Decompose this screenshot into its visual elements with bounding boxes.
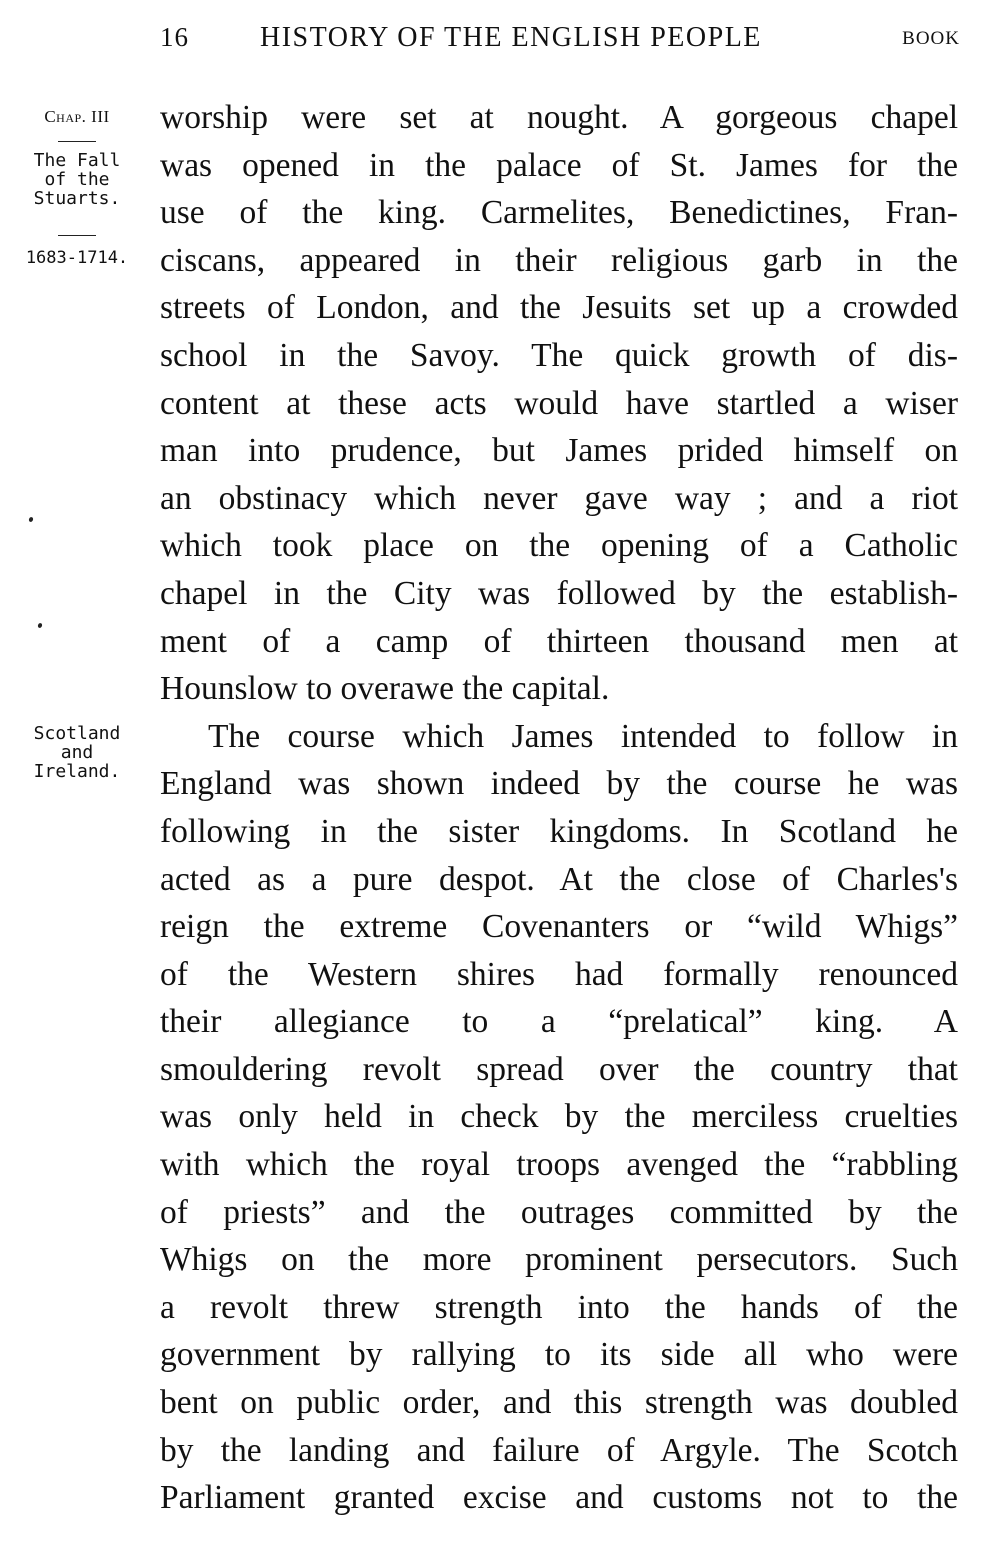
book-label: BOOK: [902, 28, 960, 49]
margin-divider: [58, 235, 96, 236]
topic-note-line: Ireland.: [33, 760, 121, 782]
text-line: which took place on the opening of a Catholic: [160, 527, 958, 565]
page-header: [160, 22, 960, 62]
text-line: content at these acts would have startled a wiser: [160, 384, 958, 422]
text-line: an obstinacy which never gave way ; and a riot: [160, 479, 958, 517]
text-line: chapel in the City was followed by the establish-: [160, 574, 958, 612]
running-title: HISTORY OF THE ENGLISH PEOPLE: [260, 22, 762, 53]
chapter-note: Chap. III: [44, 107, 110, 126]
text-line: use of the king. Carmelites, Benedictines, Fran-: [160, 194, 958, 232]
topic-note-line: Scotland: [33, 723, 121, 744]
text-line: man into prudence, but James prided himself on: [160, 432, 958, 470]
section-note-line: of the: [44, 168, 110, 190]
margin-divider: [58, 141, 96, 142]
section-note-line: Stuarts.: [33, 187, 121, 209]
text-line: ciscans, appeared in their religious garb in the: [160, 241, 958, 279]
text-line: of priests” and the outrages committed by the: [160, 1193, 958, 1231]
section-note-line: The Fall: [33, 150, 121, 171]
text-line: worship were set at nought. A gorgeous chapel: [160, 99, 958, 136]
text-line: smouldering revolt spread over the country that: [160, 1050, 958, 1088]
text-line: bent on public order, and this strength was doubled: [160, 1384, 958, 1422]
body-text: [160, 94, 958, 1522]
paragraph-2: [160, 713, 958, 1522]
page-number: 16: [160, 22, 189, 52]
text-line: was opened in the palace of St. James for the: [160, 146, 958, 184]
text-line: Parliament granted excise and customs not to the: [160, 1479, 958, 1517]
text-line: reign the extreme Covenanters or “wild Whigs”: [160, 908, 958, 946]
dates-note: 1683-1714.: [25, 248, 129, 268]
text-line: ment of a camp of thirteen thousand men at: [160, 622, 958, 660]
text-line: with which the royal troops avenged the “rabbling: [160, 1146, 958, 1184]
ink-speck: [28, 516, 34, 522]
text-line: streets of London, and the Jesuits set up a crowded: [160, 289, 958, 327]
text-line: government by rallying to its side all who were: [160, 1336, 958, 1374]
text-line: their allegiance to a “prelatical” king. A: [160, 1003, 958, 1041]
text-line: by the landing and failure of Argyle. The Scotch: [160, 1431, 958, 1469]
text-line: acted as a pure despot. At the close of Charles's: [160, 860, 958, 898]
text-line: was only held in check by the merciless cruelties: [160, 1098, 958, 1136]
text-line: England was shown indeed by the course he was: [160, 765, 958, 803]
text-line: Hounslow to overawe the capital.: [160, 670, 610, 708]
ink-speck: [37, 622, 43, 628]
text-line: a revolt threw strength into the hands of the: [160, 1288, 958, 1326]
text-line: school in the Savoy. The quick growth of dis-: [160, 336, 958, 374]
topic-note: [18, 725, 136, 782]
topic-note-line: and: [60, 741, 94, 763]
paragraph-1: [160, 94, 958, 713]
text-line: of the Western shires had formally renounced: [160, 955, 958, 993]
text-line: following in the sister kingdoms. In Scotland he: [160, 812, 958, 850]
text-line: Whigs on the more prominent persecutors. Such: [160, 1241, 958, 1279]
text-line: The course which James intended to follow in: [208, 717, 958, 755]
section-note: [18, 152, 136, 209]
